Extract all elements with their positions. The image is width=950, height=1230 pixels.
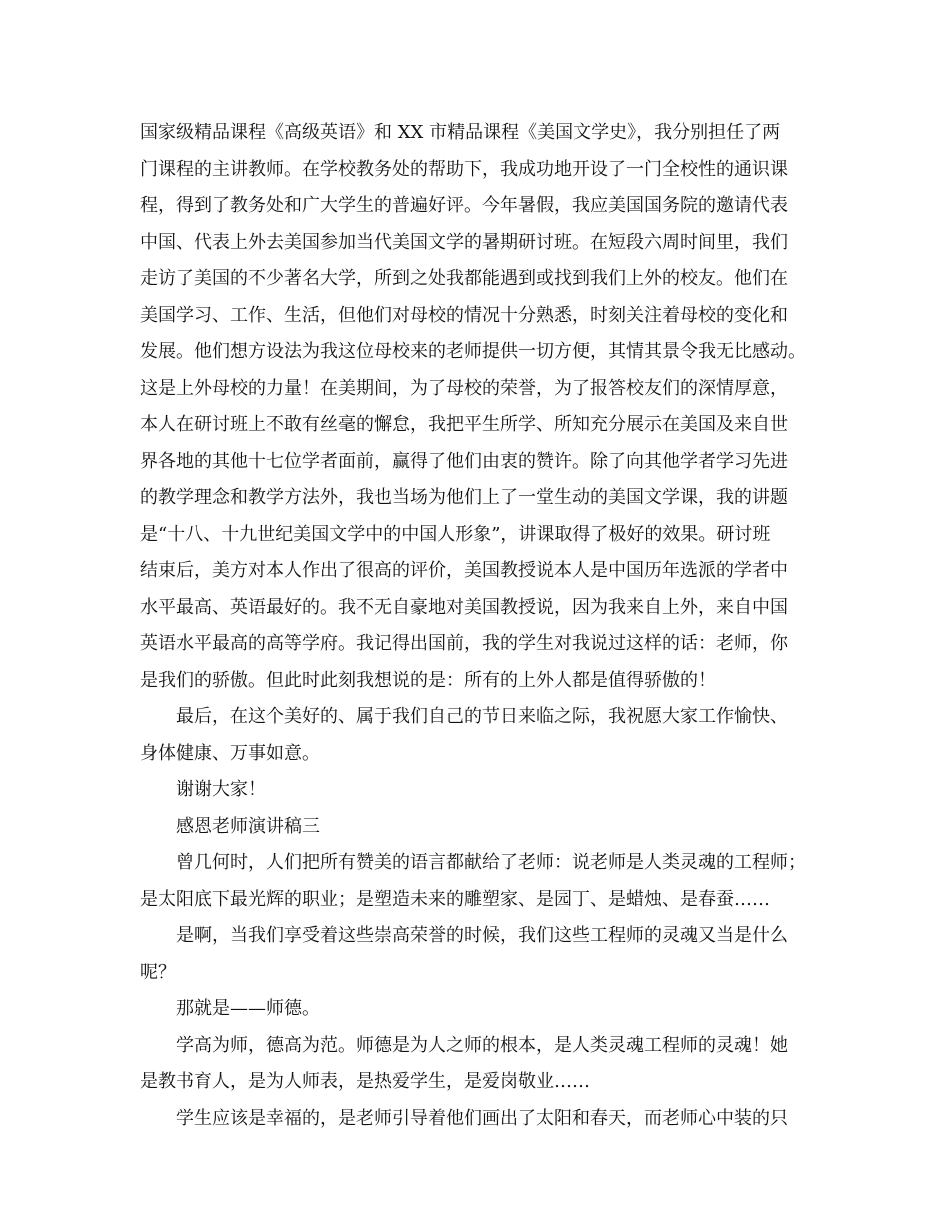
text-line: 是“十八、十九世纪美国文学中的中国人形象”，讲课取得了极好的效果。研讨班: [140, 523, 771, 545]
text-line: 走访了美国的不少著名大学，所到之处我都能遇到或找到我们上外的校友。他们在: [140, 268, 788, 289]
text-line: 那就是——师德。: [176, 998, 320, 1019]
text-line: 英语水平最高的高等学府。我记得出国前，我的学生对我说过这样的话：老师，你: [140, 633, 788, 654]
text-line: 身体健康、万事如意。: [140, 742, 320, 764]
text-line: 界各地的其他十七位学者面前，赢得了他们由衷的赞许。除了向其他学者学习先进: [140, 450, 788, 472]
text-line: 门课程的主讲教师。在学校教务处的帮助下，我成功地开设了一门全校性的通识课: [140, 158, 788, 180]
text-line: 谢谢大家！: [176, 779, 266, 800]
text-line: 中国、代表上外去美国参加当代美国文学的暑期研讨班。在短段六周时间里，我们: [140, 231, 788, 253]
text-line: 最后，在这个美好的、属于我们自己的节日来临之际，我祝愿大家工作愉快、: [176, 706, 788, 727]
text-line: 水平最高、英语最好的。我不无自豪地对美国教授说，因为我来自上外，来自中国: [140, 596, 788, 618]
text-line: 的教学理念和教学方法外，我也当场为他们上了一堂生动的美国文学课，我的讲题: [140, 487, 788, 508]
text-line: 是太阳底下最光辉的职业；是塑造未来的雕塑家、是园丁、是蜡烛、是春蚕……: [140, 888, 770, 910]
text-line: 国家级精品课程《高级英语》和 XX 市精品课程《美国文学史》，我分别担任了两: [140, 122, 781, 143]
text-line: 曾几何时，人们把所有赞美的语言都献给了老师：说老师是人类灵魂的工程师；: [176, 852, 806, 873]
text-line: 结束后，美方对本人作出了很高的评价，美国教授说本人是中国历年选派的学者中: [140, 560, 788, 581]
body-text: [140, 115, 830, 1137]
text-line: 美国学习、工作、生活，但他们对母校的情况十分熟悉，时刻关注着母校的变化和: [140, 304, 788, 326]
text-line: 程，得到了教务处和广大学生的普遍好评。今年暑假，我应美国国务院的邀请代表: [140, 195, 788, 216]
text-line: 这是上外母校的力量！在美期间，为了母校的荣誉，为了报答校友们的深情厚意，: [140, 377, 788, 399]
text-line: 学高为师，德高为范。师德是为人之师的根本，是人类灵魂工程师的灵魂！她: [176, 1034, 788, 1056]
text-line: 发展。他们想方设法为我这位母校来的老师提供一切方便，其情其景令我无比感动。: [140, 341, 806, 362]
text-line: 呢？: [140, 961, 176, 983]
text-line: 本人在研讨班上不敢有丝毫的懈怠，我把平生所学、所知充分展示在美国及来自世: [140, 414, 788, 435]
text-line: 学生应该是幸福的，是老师引导着他们画出了太阳和春天，而老师心中装的只: [176, 1107, 788, 1129]
text-line: 是教书育人，是为人师表，是热爱学生，是爱岗敬业……: [140, 1071, 590, 1092]
text-line: 是啊，当我们享受着这些崇高荣誉的时候，我们这些工程师的灵魂又当是什么: [176, 925, 788, 946]
text-line: 感恩老师演讲稿三: [176, 815, 320, 837]
text-line: 是我们的骄傲。但此时此刻我想说的是：所有的上外人都是值得骄傲的！: [140, 669, 716, 691]
